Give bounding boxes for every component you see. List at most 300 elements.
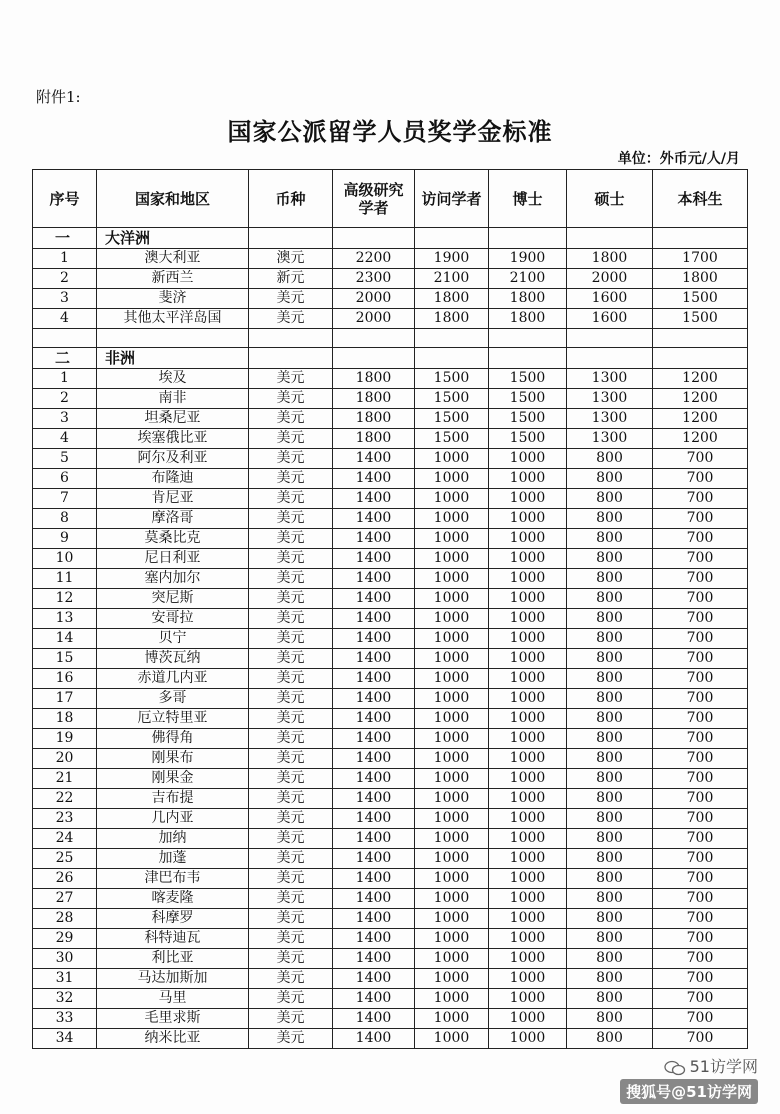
table-cell: 26 bbox=[33, 869, 97, 889]
table-cell: 美元 bbox=[249, 629, 333, 649]
table-cell: 800 bbox=[567, 529, 653, 549]
empty-cell bbox=[249, 228, 333, 249]
table-cell: 9 bbox=[33, 529, 97, 549]
table-cell: 800 bbox=[567, 489, 653, 509]
watermark-logo-text: 51访学网 bbox=[689, 1057, 758, 1076]
table-cell: 8 bbox=[33, 509, 97, 529]
table-cell: 1000 bbox=[489, 869, 567, 889]
table-cell: 1300 bbox=[567, 369, 653, 389]
table-cell: 1300 bbox=[567, 389, 653, 409]
table-cell: 700 bbox=[653, 489, 748, 509]
table-row bbox=[33, 309, 748, 329]
table-cell: 1000 bbox=[415, 869, 489, 889]
table-cell: 1000 bbox=[415, 609, 489, 629]
table-cell: 1000 bbox=[415, 1009, 489, 1029]
table-cell: 19 bbox=[33, 729, 97, 749]
table-cell: 1500 bbox=[653, 309, 748, 329]
table-cell: 美元 bbox=[249, 949, 333, 969]
table-cell: 1400 bbox=[333, 969, 415, 989]
column-header: 国家和地区 bbox=[97, 170, 249, 228]
table-cell: 800 bbox=[567, 549, 653, 569]
empty-cell bbox=[33, 329, 97, 348]
table-cell: 斐济 bbox=[97, 289, 249, 309]
table-cell: 1000 bbox=[489, 1029, 567, 1049]
table-cell: 加蓬 bbox=[97, 849, 249, 869]
table-cell: 美元 bbox=[249, 649, 333, 669]
table-cell: 1000 bbox=[489, 789, 567, 809]
table-row bbox=[33, 869, 748, 889]
table-cell: 1500 bbox=[415, 409, 489, 429]
table-cell: 22 bbox=[33, 789, 97, 809]
table-cell: 700 bbox=[653, 849, 748, 869]
table-cell: 美元 bbox=[249, 509, 333, 529]
column-header: 博士 bbox=[489, 170, 567, 228]
table-cell: 800 bbox=[567, 469, 653, 489]
table-cell: 1000 bbox=[489, 849, 567, 869]
table-cell: 18 bbox=[33, 709, 97, 729]
table-cell: 1400 bbox=[333, 909, 415, 929]
table-cell: 1000 bbox=[489, 709, 567, 729]
table-cell: 800 bbox=[567, 809, 653, 829]
empty-cell bbox=[249, 329, 333, 348]
table-cell: 美元 bbox=[249, 1009, 333, 1029]
table-cell: 800 bbox=[567, 909, 653, 929]
table-cell: 7 bbox=[33, 489, 97, 509]
table-cell: 1400 bbox=[333, 829, 415, 849]
table-cell: 1000 bbox=[415, 489, 489, 509]
table-cell: 1500 bbox=[415, 429, 489, 449]
table-cell: 10 bbox=[33, 549, 97, 569]
table-row bbox=[33, 969, 748, 989]
table-cell: 700 bbox=[653, 829, 748, 849]
table-cell: 2 bbox=[33, 389, 97, 409]
table-cell: 3 bbox=[33, 289, 97, 309]
table-cell: 赤道几内亚 bbox=[97, 669, 249, 689]
table-cell: 1000 bbox=[415, 529, 489, 549]
region-index: 二 bbox=[33, 348, 97, 369]
table-row bbox=[33, 249, 748, 269]
table-cell: 23 bbox=[33, 809, 97, 829]
table-cell: 1400 bbox=[333, 489, 415, 509]
table-cell: 700 bbox=[653, 929, 748, 949]
column-header: 币种 bbox=[249, 170, 333, 228]
table-cell: 1200 bbox=[653, 389, 748, 409]
empty-cell bbox=[567, 348, 653, 369]
table-cell: 1000 bbox=[415, 709, 489, 729]
table-cell: 多哥 bbox=[97, 689, 249, 709]
table-cell: 1000 bbox=[415, 469, 489, 489]
column-header: 序号 bbox=[33, 170, 97, 228]
table-cell: 1400 bbox=[333, 449, 415, 469]
empty-cell bbox=[97, 329, 249, 348]
table-cell: 美元 bbox=[249, 689, 333, 709]
table-row bbox=[33, 829, 748, 849]
table-cell: 1500 bbox=[489, 409, 567, 429]
table-cell: 1000 bbox=[489, 629, 567, 649]
table-cell: 1600 bbox=[567, 309, 653, 329]
table-cell: 1 bbox=[33, 369, 97, 389]
table-cell: 1400 bbox=[333, 809, 415, 829]
watermark-logo bbox=[620, 1054, 758, 1077]
watermark-sub-text: 搜狐号@51访学网 bbox=[620, 1079, 758, 1104]
table-cell: 14 bbox=[33, 629, 97, 649]
region-header-row bbox=[33, 228, 748, 249]
empty-cell bbox=[567, 228, 653, 249]
table-cell: 1200 bbox=[653, 369, 748, 389]
table-cell: 1000 bbox=[489, 729, 567, 749]
table-cell: 1000 bbox=[489, 909, 567, 929]
table-row bbox=[33, 429, 748, 449]
table-cell: 1400 bbox=[333, 469, 415, 489]
table-cell: 4 bbox=[33, 429, 97, 449]
table-cell: 1000 bbox=[415, 589, 489, 609]
table-cell: 800 bbox=[567, 889, 653, 909]
table-cell: 700 bbox=[653, 809, 748, 829]
table-body bbox=[33, 228, 748, 1049]
table-row bbox=[33, 589, 748, 609]
table-row bbox=[33, 889, 748, 909]
table-row bbox=[33, 469, 748, 489]
table-cell: 1000 bbox=[489, 509, 567, 529]
region-header-row bbox=[33, 348, 748, 369]
table-cell: 喀麦隆 bbox=[97, 889, 249, 909]
table-cell: 美元 bbox=[249, 809, 333, 829]
table-cell: 28 bbox=[33, 909, 97, 929]
table-cell: 800 bbox=[567, 829, 653, 849]
table-cell: 1400 bbox=[333, 1029, 415, 1049]
table-cell: 700 bbox=[653, 449, 748, 469]
table-cell: 1000 bbox=[489, 929, 567, 949]
table-row bbox=[33, 409, 748, 429]
table-cell: 博茨瓦纳 bbox=[97, 649, 249, 669]
empty-cell bbox=[333, 228, 415, 249]
table-cell: 贝宁 bbox=[97, 629, 249, 649]
table-cell: 3 bbox=[33, 409, 97, 429]
table-cell: 1400 bbox=[333, 609, 415, 629]
table-row bbox=[33, 729, 748, 749]
table-row bbox=[33, 449, 748, 469]
scholarship-table bbox=[32, 169, 748, 1049]
table-cell: 1000 bbox=[415, 949, 489, 969]
table-cell: 摩洛哥 bbox=[97, 509, 249, 529]
table-cell: 佛得角 bbox=[97, 729, 249, 749]
table-cell: 17 bbox=[33, 689, 97, 709]
table-cell: 美元 bbox=[249, 769, 333, 789]
table-row bbox=[33, 989, 748, 1009]
table-cell: 1800 bbox=[333, 409, 415, 429]
table-row bbox=[33, 1009, 748, 1029]
table-cell: 1400 bbox=[333, 929, 415, 949]
table-cell: 美元 bbox=[249, 309, 333, 329]
table-cell: 700 bbox=[653, 529, 748, 549]
table-cell: 1400 bbox=[333, 589, 415, 609]
table-cell: 2200 bbox=[333, 249, 415, 269]
table-cell: 1000 bbox=[415, 889, 489, 909]
table-cell: 1800 bbox=[415, 289, 489, 309]
table-cell: 700 bbox=[653, 649, 748, 669]
table-cell: 1000 bbox=[489, 489, 567, 509]
table-cell: 1000 bbox=[415, 669, 489, 689]
table-cell: 800 bbox=[567, 649, 653, 669]
table-cell: 800 bbox=[567, 769, 653, 789]
table-cell: 1000 bbox=[415, 569, 489, 589]
table-cell: 1000 bbox=[415, 1029, 489, 1049]
table-row bbox=[33, 949, 748, 969]
table-cell: 几内亚 bbox=[97, 809, 249, 829]
empty-cell bbox=[489, 348, 567, 369]
table-cell: 1000 bbox=[415, 829, 489, 849]
table-cell: 美元 bbox=[249, 929, 333, 949]
table-cell: 1000 bbox=[489, 549, 567, 569]
table-cell: 尼日利亚 bbox=[97, 549, 249, 569]
table-cell: 美元 bbox=[249, 589, 333, 609]
table-cell: 800 bbox=[567, 969, 653, 989]
empty-cell bbox=[415, 329, 489, 348]
table-cell: 1600 bbox=[567, 289, 653, 309]
table-cell: 加纳 bbox=[97, 829, 249, 849]
table-cell: 阿尔及利亚 bbox=[97, 449, 249, 469]
table-cell: 800 bbox=[567, 689, 653, 709]
table-cell: 1000 bbox=[415, 789, 489, 809]
table-cell: 800 bbox=[567, 1029, 653, 1049]
table-cell: 美元 bbox=[249, 989, 333, 1009]
table-row bbox=[33, 289, 748, 309]
table-cell: 美元 bbox=[249, 289, 333, 309]
table-cell: 800 bbox=[567, 589, 653, 609]
table-cell: 15 bbox=[33, 649, 97, 669]
table-cell: 1000 bbox=[489, 989, 567, 1009]
empty-cell bbox=[489, 228, 567, 249]
table-row bbox=[33, 909, 748, 929]
table-cell: 马达加斯加 bbox=[97, 969, 249, 989]
table-cell: 美元 bbox=[249, 609, 333, 629]
table-cell: 700 bbox=[653, 609, 748, 629]
table-cell: 美元 bbox=[249, 709, 333, 729]
empty-cell bbox=[415, 228, 489, 249]
table-row bbox=[33, 529, 748, 549]
table-cell: 吉布提 bbox=[97, 789, 249, 809]
table-cell: 1400 bbox=[333, 789, 415, 809]
table-cell: 1800 bbox=[333, 389, 415, 409]
table-cell: 1500 bbox=[489, 389, 567, 409]
table-cell: 1000 bbox=[489, 609, 567, 629]
column-header: 高级研究学者 bbox=[333, 170, 415, 228]
table-cell: 1700 bbox=[653, 249, 748, 269]
table-cell: 800 bbox=[567, 569, 653, 589]
table-cell: 肯尼亚 bbox=[97, 489, 249, 509]
table-cell: 1000 bbox=[415, 769, 489, 789]
table-cell: 美元 bbox=[249, 969, 333, 989]
table-cell: 美元 bbox=[249, 909, 333, 929]
table-cell: 1500 bbox=[489, 429, 567, 449]
table-cell: 1000 bbox=[415, 509, 489, 529]
table-cell: 1400 bbox=[333, 949, 415, 969]
table-row bbox=[33, 609, 748, 629]
table-cell: 34 bbox=[33, 1029, 97, 1049]
table-cell: 纳米比亚 bbox=[97, 1029, 249, 1049]
table-cell: 美元 bbox=[249, 449, 333, 469]
spacer-row bbox=[33, 329, 748, 348]
table-cell: 1000 bbox=[489, 449, 567, 469]
table-cell: 利比亚 bbox=[97, 949, 249, 969]
table-cell: 1000 bbox=[415, 629, 489, 649]
table-cell: 700 bbox=[653, 1009, 748, 1029]
table-cell: 1000 bbox=[415, 909, 489, 929]
table-cell: 1400 bbox=[333, 889, 415, 909]
table-cell: 6 bbox=[33, 469, 97, 489]
table-cell: 1500 bbox=[415, 369, 489, 389]
table-cell: 1000 bbox=[415, 729, 489, 749]
table-cell: 1000 bbox=[489, 889, 567, 909]
table-cell: 1000 bbox=[415, 849, 489, 869]
table-cell: 美元 bbox=[249, 669, 333, 689]
table-cell: 2000 bbox=[333, 309, 415, 329]
table-cell: 13 bbox=[33, 609, 97, 629]
table-cell: 澳大利亚 bbox=[97, 249, 249, 269]
table-cell: 21 bbox=[33, 769, 97, 789]
table-cell: 1300 bbox=[567, 429, 653, 449]
empty-cell bbox=[333, 348, 415, 369]
table-cell: 700 bbox=[653, 949, 748, 969]
table-cell: 美元 bbox=[249, 429, 333, 449]
table-cell: 布隆迪 bbox=[97, 469, 249, 489]
table-cell: 南非 bbox=[97, 389, 249, 409]
table-cell: 美元 bbox=[249, 549, 333, 569]
table-cell: 1000 bbox=[489, 809, 567, 829]
table-cell: 2000 bbox=[567, 269, 653, 289]
table-cell: 美元 bbox=[249, 729, 333, 749]
table-cell: 1000 bbox=[489, 949, 567, 969]
table-row bbox=[33, 669, 748, 689]
table-cell: 美元 bbox=[249, 529, 333, 549]
table-cell: 2000 bbox=[333, 289, 415, 309]
table-cell: 刚果金 bbox=[97, 769, 249, 789]
table-cell: 700 bbox=[653, 569, 748, 589]
table-row bbox=[33, 649, 748, 669]
table-cell: 美元 bbox=[249, 789, 333, 809]
table-cell: 800 bbox=[567, 749, 653, 769]
region-index: 一 bbox=[33, 228, 97, 249]
table-row bbox=[33, 569, 748, 589]
table-cell: 1400 bbox=[333, 549, 415, 569]
table-cell: 800 bbox=[567, 849, 653, 869]
table-cell: 800 bbox=[567, 709, 653, 729]
table-cell: 800 bbox=[567, 1009, 653, 1029]
table-cell: 美元 bbox=[249, 849, 333, 869]
table-cell: 700 bbox=[653, 989, 748, 1009]
unit-label: 单位：外币元/人/月 bbox=[617, 151, 740, 167]
table-cell: 800 bbox=[567, 949, 653, 969]
table-cell: 津巴布韦 bbox=[97, 869, 249, 889]
table-row bbox=[33, 369, 748, 389]
table-cell: 1000 bbox=[415, 549, 489, 569]
table-cell: 美元 bbox=[249, 389, 333, 409]
table-cell: 1800 bbox=[333, 429, 415, 449]
empty-cell bbox=[415, 348, 489, 369]
table-cell: 坦桑尼亚 bbox=[97, 409, 249, 429]
table-cell: 700 bbox=[653, 589, 748, 609]
table-cell: 2100 bbox=[489, 269, 567, 289]
table-cell: 1400 bbox=[333, 869, 415, 889]
table-cell: 2300 bbox=[333, 269, 415, 289]
table-cell: 700 bbox=[653, 709, 748, 729]
table-cell: 新西兰 bbox=[97, 269, 249, 289]
wechat-icon bbox=[664, 1060, 686, 1076]
table-cell: 1800 bbox=[415, 309, 489, 329]
table-cell: 1000 bbox=[489, 829, 567, 849]
table-cell: 4 bbox=[33, 309, 97, 329]
table-cell: 刚果布 bbox=[97, 749, 249, 769]
table-cell: 1800 bbox=[333, 369, 415, 389]
table-cell: 1400 bbox=[333, 529, 415, 549]
table-cell: 美元 bbox=[249, 569, 333, 589]
column-header: 本科生 bbox=[653, 170, 748, 228]
table-cell: 美元 bbox=[249, 489, 333, 509]
table-row bbox=[33, 809, 748, 829]
table-row bbox=[33, 769, 748, 789]
table-cell: 1000 bbox=[489, 569, 567, 589]
table-cell: 12 bbox=[33, 589, 97, 609]
table-cell: 1400 bbox=[333, 1009, 415, 1029]
table-cell: 科特迪瓦 bbox=[97, 929, 249, 949]
table-cell: 美元 bbox=[249, 409, 333, 429]
table-cell: 1200 bbox=[653, 409, 748, 429]
table-cell: 安哥拉 bbox=[97, 609, 249, 629]
table-cell: 1000 bbox=[415, 449, 489, 469]
table-cell: 24 bbox=[33, 829, 97, 849]
table-cell: 800 bbox=[567, 609, 653, 629]
table-cell: 32 bbox=[33, 989, 97, 1009]
empty-cell bbox=[489, 329, 567, 348]
table-cell: 1000 bbox=[489, 589, 567, 609]
watermark bbox=[620, 1054, 758, 1104]
table-cell: 800 bbox=[567, 869, 653, 889]
column-header: 硕士 bbox=[567, 170, 653, 228]
table-cell: 2100 bbox=[415, 269, 489, 289]
table-cell: 1000 bbox=[415, 989, 489, 1009]
table-cell: 毛里求斯 bbox=[97, 1009, 249, 1029]
table-cell: 700 bbox=[653, 969, 748, 989]
table-cell: 700 bbox=[653, 549, 748, 569]
table-cell: 1400 bbox=[333, 989, 415, 1009]
table-row bbox=[33, 549, 748, 569]
table-cell: 1900 bbox=[489, 249, 567, 269]
table-cell: 美元 bbox=[249, 1029, 333, 1049]
empty-cell bbox=[249, 348, 333, 369]
empty-cell bbox=[653, 329, 748, 348]
table-cell: 1300 bbox=[567, 409, 653, 429]
table-cell: 1800 bbox=[567, 249, 653, 269]
table-cell: 1400 bbox=[333, 729, 415, 749]
table-cell: 1000 bbox=[415, 929, 489, 949]
table-cell: 1800 bbox=[653, 269, 748, 289]
table-row bbox=[33, 489, 748, 509]
table-cell: 800 bbox=[567, 509, 653, 529]
table-cell: 1400 bbox=[333, 709, 415, 729]
table-cell: 美元 bbox=[249, 869, 333, 889]
table-cell: 1000 bbox=[415, 649, 489, 669]
empty-cell bbox=[333, 329, 415, 348]
table-cell: 5 bbox=[33, 449, 97, 469]
table-row bbox=[33, 629, 748, 649]
table-row bbox=[33, 1029, 748, 1049]
table-cell: 1400 bbox=[333, 689, 415, 709]
table-cell: 美元 bbox=[249, 889, 333, 909]
table-cell: 1400 bbox=[333, 769, 415, 789]
table-cell: 美元 bbox=[249, 369, 333, 389]
table-cell: 1000 bbox=[415, 689, 489, 709]
table-cell: 800 bbox=[567, 989, 653, 1009]
